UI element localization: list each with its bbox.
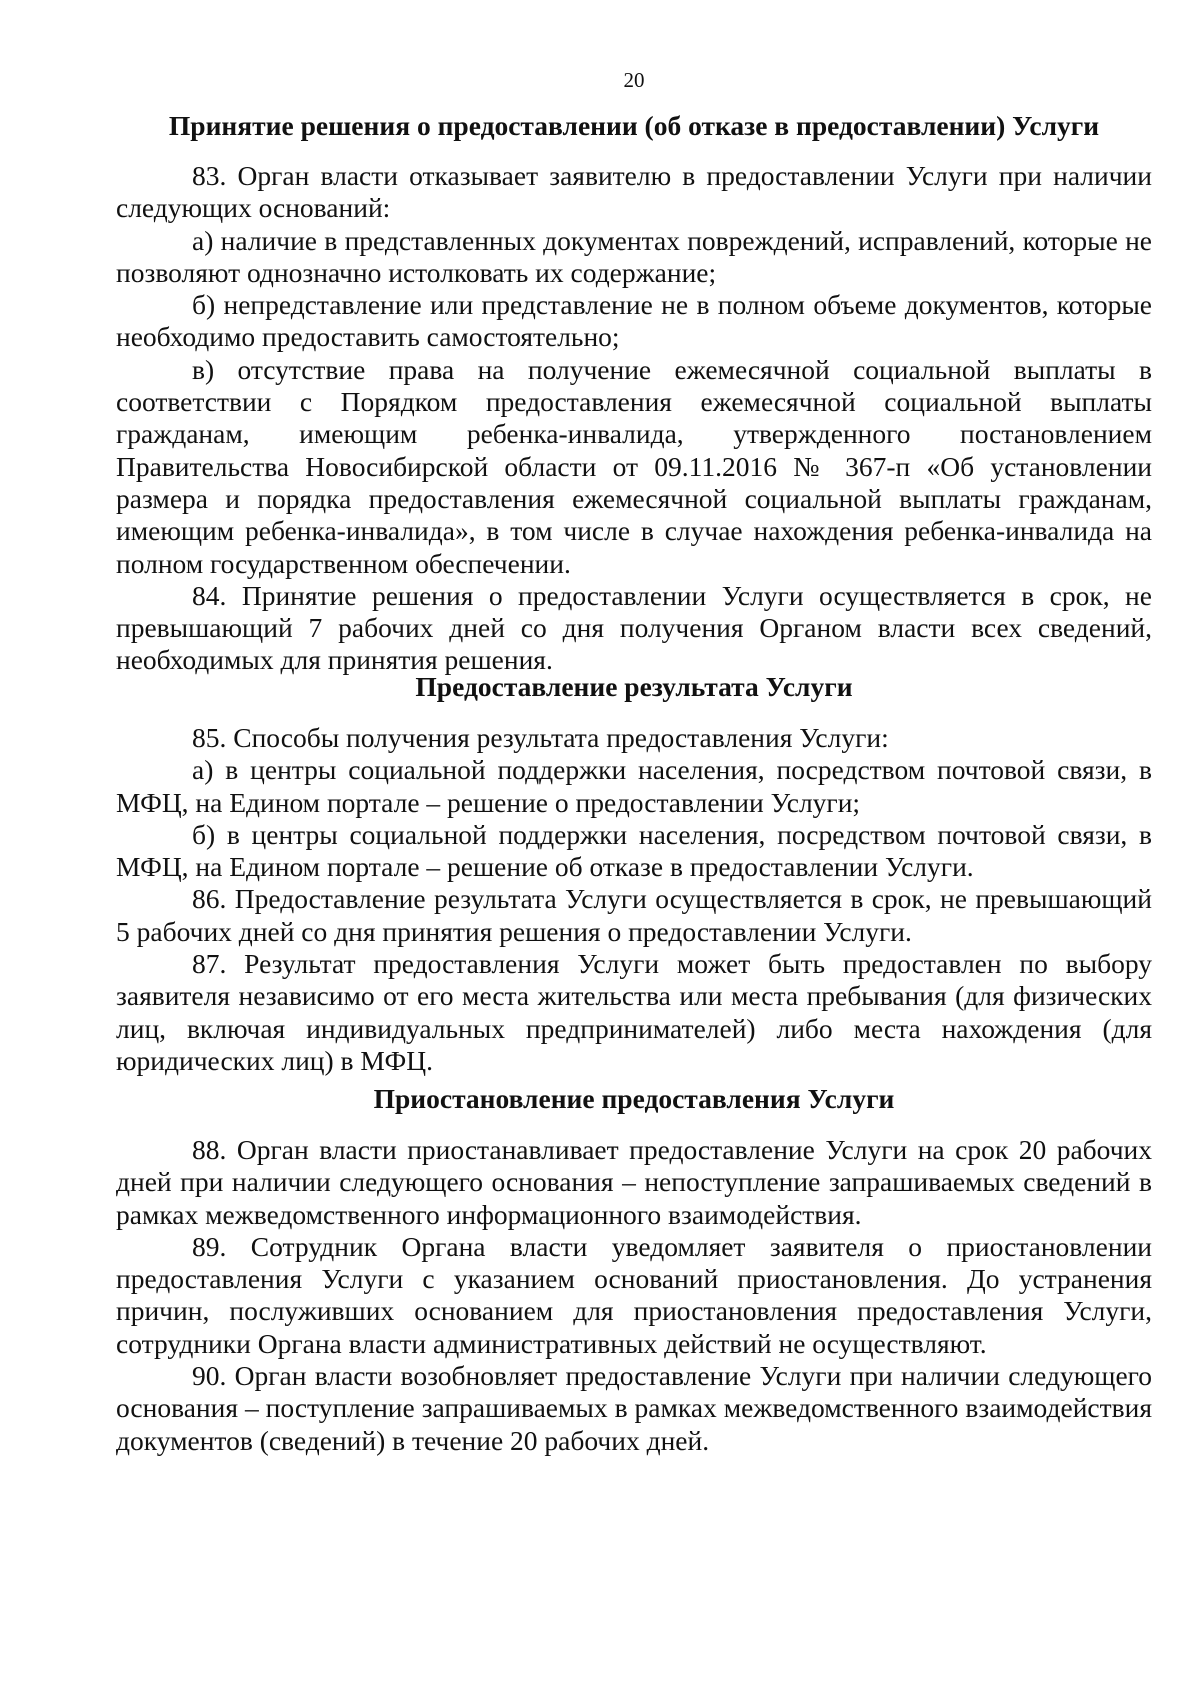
paragraph-85-a: а) в центры социальной поддержки населения, посредством почтовой связи, в МФЦ, на Едином портале – решение о предоставлении Услуги;	[116, 754, 1152, 818]
paragraph-88: 88. Орган власти приостанавливает предоставление Услуги на срок 20 рабочих дней при наличии следующего основания – непоступление запрашиваемых сведений в рамках межведомственного информационного взаимодействия.	[116, 1134, 1152, 1230]
paragraph-87: 87. Результат предоставления Услуги может быть предоставлен по выбору заявителя независимо от его места жительства или места пребывания (для физических лиц, включая индивидуальных предпринимателей) либо места нахождения (для юридических лиц) в МФЦ.	[116, 948, 1152, 1076]
paragraph-83: 83. Орган власти отказывает заявителю в предоставлении Услуги при наличии следующих оснований:	[116, 160, 1152, 224]
section-decision-body	[116, 160, 1152, 677]
paragraph-85-b: б) в центры социальной поддержки населения, посредством почтовой связи, в МФЦ, на Едином портале – решение об отказе в предоставлении Услуги.	[116, 818, 1152, 883]
section-title-result: Предоставление результата Услуги	[415, 671, 853, 702]
paragraph-84: 84. Принятие решения о предоставлении Услуги осуществляется в срок, не превышающий 7 рабочих дней со дня получения Органом власти всех сведений, необходимых для принятия решения.	[116, 579, 1152, 676]
section-title-decision: Принятие решения о предоставлении (об отказе в предоставлении) Услуги	[168, 110, 1100, 141]
paragraph-86: 86. Предоставление результата Услуги осуществляется в срок, не превышающий 5 рабочих дней со дня принятия решения о предоставлении Услуги.	[116, 883, 1152, 947]
paragraph-90: 90. Орган власти возобновляет предоставление Услуги при наличии следующего основания – поступление запрашиваемых в рамках межведомственного взаимодействия документов (сведений) в течение 20 рабочих дней.	[116, 1360, 1152, 1456]
paragraph-83-b: б) непредставление или представление не в полном объеме документов, которые необходимо предоставить самостоятельно;	[116, 289, 1152, 353]
section-title-suspension: Приостановление предоставления Услуги	[373, 1083, 895, 1114]
paragraph-83-a: а) наличие в представленных документах повреждений, исправлений, которые не позволяют однозначно истолковать их содержание;	[116, 224, 1152, 288]
paragraph-85: 85. Способы получения результата предоставления Услуги:	[192, 722, 889, 753]
section-result-body	[116, 722, 1152, 1077]
paragraph-83-c: в) отсутствие права на получение ежемесячной социальной выплаты в соответствии с Порядком предоставления ежемесячной социальной выплаты гражданам, имеющим ребенка-инвалида, утвержденного постановлением Правительства Новосибирской области от 09.11.2016 № 367-п «Об установлении размера и порядка предоставления ежемесячной социальной выплаты гражданам, имеющим ребенка-инвалида», в том числе в случае нахождения ребенка-инвалида на полном государственном обеспечении.	[116, 353, 1152, 579]
paragraph-89: 89. Сотрудник Органа власти уведомляет заявителя о приостановлении предоставления Услуги с указанием оснований приостановления. До устранения причин, послуживших основанием для приостановления предоставления Услуги, сотрудники Органа власти административных действий не осуществляют.	[116, 1230, 1152, 1359]
section-suspension-body	[116, 1134, 1152, 1457]
page-number: 20	[623, 68, 645, 92]
